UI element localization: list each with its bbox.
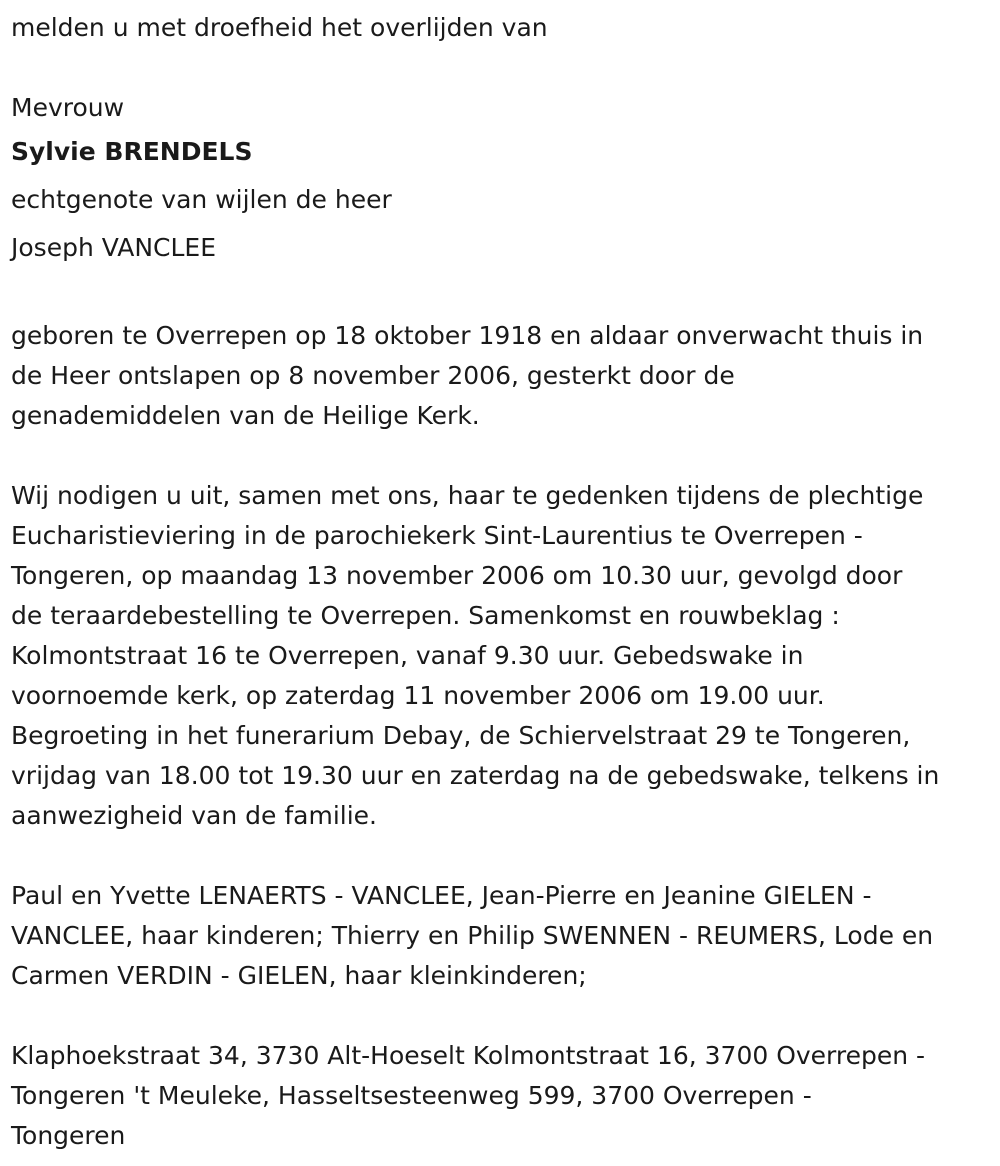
ceremony-line: aanwezigheid van de familie. bbox=[11, 801, 377, 830]
birth-death-line: de Heer ontslapen op 8 november 2006, gesterkt door de bbox=[11, 361, 735, 390]
deceased-name: Sylvie BRENDELS bbox=[11, 137, 253, 166]
ceremony-line: Wij nodigen u uit, samen met ons, haar te gedenken tijdens de plechtige bbox=[11, 481, 924, 510]
address-line: Tongeren bbox=[11, 1121, 126, 1150]
family-line: Paul en Yvette LENAERTS - VANCLEE, Jean-Pierre en Jeanine GIELEN - bbox=[11, 881, 872, 910]
spouse-label: echtgenote van wijlen de heer bbox=[11, 185, 392, 214]
address-paragraph bbox=[11, 1036, 989, 1156]
birth-death-line: geboren te Overrepen op 18 oktober 1918 en aldaar onverwacht thuis in bbox=[11, 321, 924, 350]
honorific-title: Mevrouw bbox=[11, 93, 125, 122]
ceremony-line: Kolmontstraat 16 te Overrepen, vanaf 9.30 uur. Gebedswake in bbox=[11, 641, 804, 670]
ceremony-line: voornoemde kerk, op zaterdag 11 november 2006 om 19.00 uur. bbox=[11, 681, 825, 710]
family-line: Carmen VERDIN - GIELEN, haar kleinkinderen; bbox=[11, 961, 587, 990]
birth-death-line: genademiddelen van de Heilige Kerk. bbox=[11, 401, 480, 430]
birth-death-paragraph bbox=[11, 316, 989, 436]
ceremony-line: vrijdag van 18.00 tot 19.30 uur en zaterdag na de gebedswake, telkens in bbox=[11, 761, 940, 790]
ceremony-line: de teraardebestelling te Overrepen. Samenkomst en rouwbeklag : bbox=[11, 601, 840, 630]
intro-text: melden u met droefheid het overlijden van bbox=[11, 13, 548, 42]
ceremony-paragraph bbox=[11, 476, 989, 836]
family-line: VANCLEE, haar kinderen; Thierry en Philip SWENNEN - REUMERS, Lode en bbox=[11, 921, 934, 950]
ceremony-line: Eucharistieviering in de parochiekerk Sint-Laurentius te Overrepen - bbox=[11, 521, 863, 550]
spouse-name: Joseph VANCLEE bbox=[11, 233, 217, 262]
address-line: Klaphoekstraat 34, 3730 Alt-Hoeselt Kolmontstraat 16, 3700 Overrepen - bbox=[11, 1041, 926, 1070]
ceremony-line: Tongeren, op maandag 13 november 2006 om 10.30 uur, gevolgd door bbox=[11, 561, 903, 590]
family-paragraph bbox=[11, 876, 989, 996]
address-line: Tongeren 't Meuleke, Hasseltsesteenweg 599, 3700 Overrepen - bbox=[11, 1081, 812, 1110]
ceremony-line: Begroeting in het funerarium Debay, de Schiervelstraat 29 te Tongeren, bbox=[11, 721, 911, 750]
